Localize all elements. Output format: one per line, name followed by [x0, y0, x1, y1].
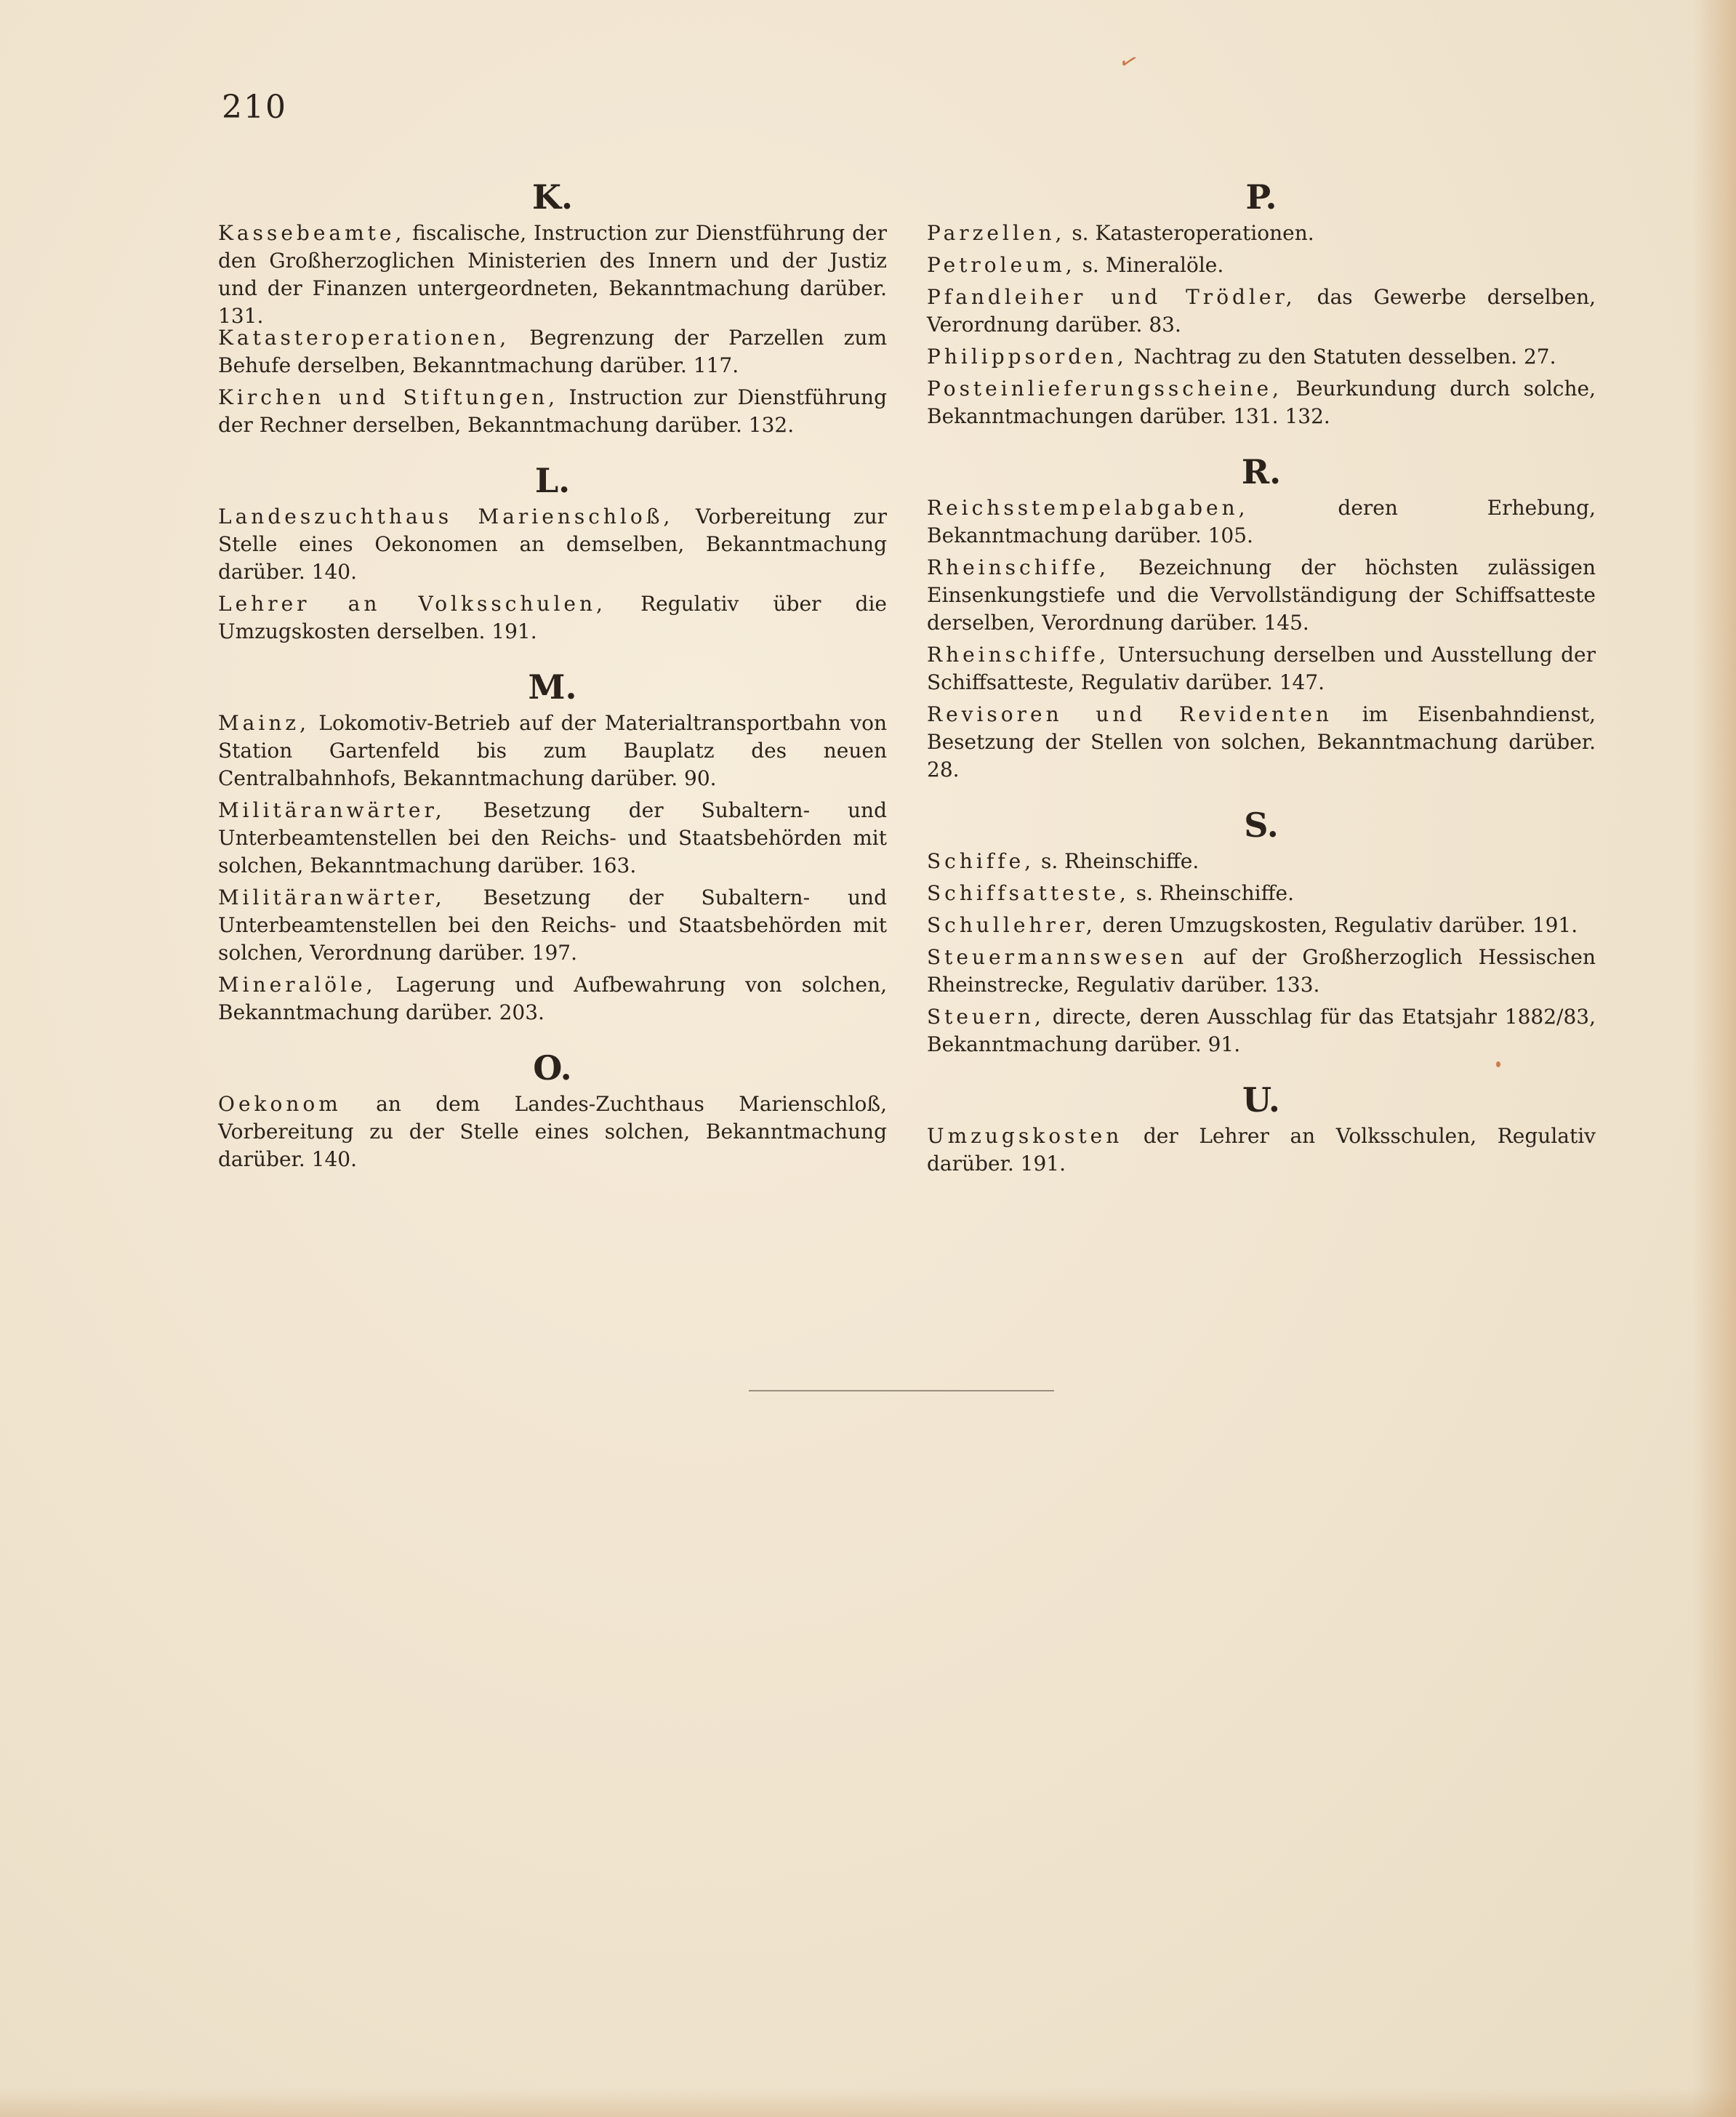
section-letter: O.: [533, 1048, 572, 1088]
entry-headword: Kirchen und Stiftungen,: [218, 385, 559, 409]
entry-text: im Eisenbahndienst, Besetzung der Stellen von solchen, Bekanntmachung darüber. 28.: [927, 702, 1596, 782]
index-entry: [218, 384, 887, 439]
entry-headword: Philippsorden,: [927, 345, 1128, 369]
index-section-m: [218, 664, 887, 1027]
entry-text: Lokomotiv-Betrieb auf der Materialtransportbahn von Station Gartenfeld bis zum Bauplatz des neuen Centralbahnhofs, Bekanntmachung darüber. 90.: [218, 711, 887, 790]
section-letter: K.: [532, 177, 573, 217]
index-section-k: [218, 174, 887, 439]
index-section-s: [927, 803, 1596, 1058]
entry-text: Vorbereitung zur Stelle eines Oekonomen an demselben, Bekanntmachung darüber. 140.: [218, 505, 887, 584]
entry-headword: Umzugskosten: [927, 1124, 1123, 1148]
index-entry: [927, 944, 1596, 999]
entry-text: Besetzung der Subaltern- und Unterbeamtenstellen bei den Reichs- und Staatsbehörden mit solchen, Bekanntmachung darüber. 163.: [218, 798, 888, 877]
entry-text: auf der Großherzoglich Hessischen Rheinstrecke, Regulativ darüber. 133.: [927, 945, 1596, 997]
entry-text: fiscalische, Instruction zur Dienstführung der den Großherzoglichen Ministerien des Innern und der Justiz und der Finanzen untergeordneten, Bekanntmachung darüber. 131.: [218, 221, 887, 328]
entry-headword: Schiffsatteste,: [927, 881, 1130, 905]
entry-text: an dem Landes-Zuchthaus Marienschloß, Vorbereitung zu der Stelle eines solchen, Bekanntmachung darüber. 140.: [218, 1092, 887, 1171]
index-entry: [218, 797, 887, 880]
entry-text: Lagerung und Aufbewahrung von solchen, Bekanntmachung darüber. 203.: [218, 973, 887, 1024]
entry-headword: Mainz,: [218, 711, 310, 735]
entry-headword: Pfandleiher und Trödler,: [927, 285, 1296, 309]
index-entry: [218, 971, 887, 1027]
index-section-o: [218, 1045, 887, 1173]
section-letter: S.: [1244, 806, 1279, 845]
section-letter: R.: [1241, 452, 1282, 491]
entry-headword: Steuern,: [927, 1005, 1045, 1029]
index-entry: [927, 252, 1596, 279]
entry-headword: Lehrer an Volksschulen,: [218, 592, 606, 616]
page-edge-shadow: [1692, 0, 1736, 2117]
index-section-r: [927, 449, 1596, 784]
pencil-mark: ✓: [1115, 47, 1142, 78]
entry-text: s. Rheinschiffe.: [1040, 849, 1199, 873]
entry-text: Begrenzung der Parzellen zum Behufe derselben, Bekanntmachung darüber. 117.: [218, 326, 887, 377]
entry-headword: Katasteroperationen,: [218, 326, 510, 350]
entry-text: Bezeichnung der höchsten zulässigen Einsenkungstiefe und die Vervollständigung der Schiffsatteste derselben, Verordnung darüber. 145.: [927, 555, 1596, 635]
index-entry: [927, 375, 1596, 430]
section-letter: L.: [534, 461, 571, 500]
entry-headword: Rheinschiffe,: [927, 555, 1109, 579]
entry-headword: Schiffe,: [927, 849, 1035, 873]
index-entry: [927, 284, 1596, 339]
entry-headword: Petroleum,: [927, 253, 1076, 277]
entry-headword: Reichsstempelabgaben,: [927, 496, 1249, 520]
entry-headword: Mineralöle,: [218, 973, 377, 997]
entry-headword: Rheinschiffe,: [927, 643, 1109, 667]
entry-headword: Landeszuchthaus Marienschloß,: [218, 505, 674, 529]
index-section-u: [927, 1077, 1596, 1178]
index-entry: [927, 641, 1596, 696]
entry-headword: Militäranwärter,: [218, 885, 446, 909]
index-entry: [218, 503, 887, 586]
entry-text: s. Rheinschiffe.: [1136, 881, 1294, 905]
entry-headword: Oekonom: [218, 1092, 342, 1116]
entry-text: das Gewerbe derselben, Verordnung darüber. 83.: [927, 285, 1596, 337]
entry-text: Besetzung der Subaltern- und Unterbeamtenstellen bei den Reichs- und Staatsbehörden mit solchen, Verordnung darüber. 197.: [218, 885, 888, 965]
entry-headword: Posteinlieferungsscheine,: [927, 377, 1283, 401]
index-entry: [927, 880, 1596, 907]
index-entry: [218, 884, 887, 967]
index-entry: [927, 554, 1596, 637]
section-letter: M.: [528, 667, 577, 707]
entry-text: Untersuchung derselben und Ausstellung der Schiffsatteste, Regulativ darüber. 147.: [927, 643, 1596, 694]
index-entry: [218, 710, 887, 792]
index-column-left: [218, 174, 887, 1178]
index-entry: [218, 324, 887, 379]
closing-rule: [749, 1390, 1054, 1391]
entry-text: s. Katasteroperationen.: [1072, 221, 1314, 245]
section-letter: P.: [1245, 177, 1277, 217]
entry-headword: Steuermannswesen: [927, 945, 1188, 969]
index-column-right: [927, 174, 1596, 1182]
entry-text: deren Umzugskosten, Regulativ darüber. 191.: [1102, 913, 1578, 937]
section-letter: U.: [1242, 1080, 1280, 1120]
index-entry: [927, 912, 1596, 939]
index-entry: [927, 1003, 1596, 1058]
index-entry: [927, 494, 1596, 550]
entry-headword: Revisoren und Revidenten: [927, 702, 1333, 726]
index-entry: [927, 1122, 1596, 1178]
entry-text: Instruction zur Dienstführung der Rechner derselben, Bekanntmachung darüber. 132.: [218, 385, 887, 437]
index-entry: [927, 848, 1596, 875]
index-entry: [927, 701, 1596, 784]
index-entry: [927, 343, 1596, 371]
entry-headword: Schullehrer,: [927, 913, 1096, 937]
index-entry: [218, 590, 887, 646]
page-bottom-shadow: [0, 2088, 1736, 2117]
entry-text: Regulativ über die Umzugskosten derselben. 191.: [218, 592, 887, 643]
entry-headword: Militäranwärter,: [218, 798, 446, 822]
index-entry: [218, 1090, 887, 1173]
entry-text: Nachtrag zu den Statuten desselben. 27.: [1133, 345, 1556, 369]
page-number: 210: [222, 89, 287, 126]
entry-text: der Lehrer an Volksschulen, Regulativ darüber. 191.: [927, 1124, 1596, 1176]
entry-headword: Parzellen,: [927, 221, 1066, 245]
entry-text: directe, deren Ausschlag für das Etatsjahr 1882/83, Bekanntmachung darüber. 91.: [927, 1005, 1596, 1056]
index-section-l: [218, 458, 887, 646]
index-section-p: [927, 174, 1596, 430]
entry-text: deren Erhebung, Bekanntmachung darüber. 105.: [927, 496, 1596, 547]
index-entry: [218, 220, 887, 328]
entry-headword: Kassebeamte,: [218, 221, 406, 245]
entry-text: Beurkundung durch solche, Bekanntmachungen darüber. 131. 132.: [927, 377, 1596, 428]
entry-text: s. Mineralöle.: [1082, 253, 1224, 277]
index-entry: [927, 220, 1596, 247]
